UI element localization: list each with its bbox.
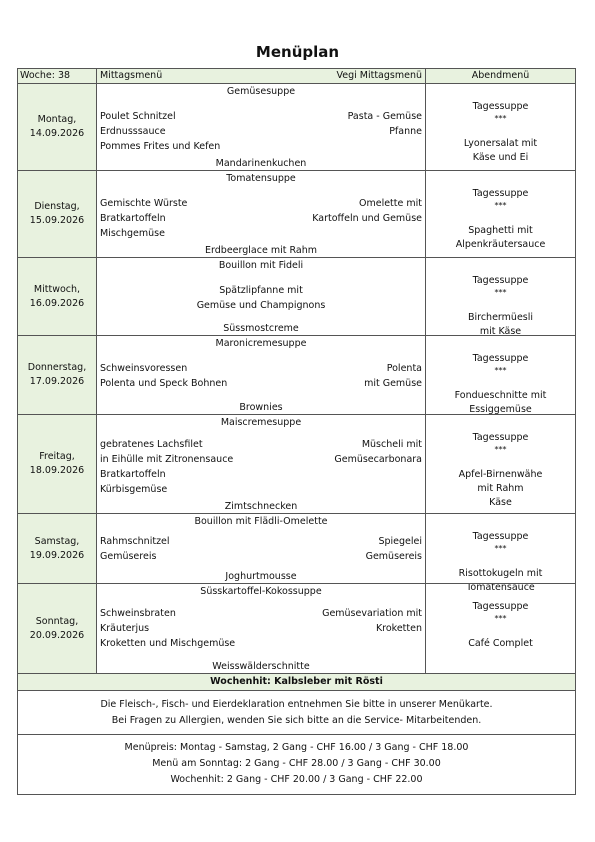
evening-menu [426,260,575,339]
lunch-cell [97,171,426,257]
evening-title: Tagessuppe [472,188,529,199]
combined-dish: Spätzlipfanne mit Gemüse und Champignons [196,285,326,311]
dessert: Zimtschnecken [224,501,298,512]
day-row-friday [17,414,576,514]
day-name: Montag, [37,114,77,125]
day-date: 15.09.2026 [29,215,85,226]
main-dish: Poulet Schnitzel Erdnusssauce Pommes Frites und Kefen [100,111,221,152]
evening-cell [426,514,575,593]
day-cell [18,336,97,414]
day-row-wednesday [17,257,576,336]
evening-dish: Fondueschnitte mit Essiggemüse [454,390,547,415]
evening-menu [426,86,575,165]
lunch-cell [97,514,426,583]
day-cell [18,415,97,513]
day-date: 20.09.2026 [29,629,85,641]
table-header [17,68,576,84]
soup: Bouillon mit Flädli-Omelette [194,516,328,527]
evening-dish: Lyonersalat mit Käse und Ei [463,138,538,163]
day-name: Sonntag, [35,615,79,627]
main-dish: Rahmschnitzel Gemüsereis [100,536,170,562]
dessert: Brownies [239,402,283,413]
vegi-dish: Spiegelei Gemüsereis [365,536,422,562]
day-name: Freitag, [39,451,75,462]
evening-separator: *** [494,201,507,210]
day-date: 16.09.2026 [29,297,85,309]
prices [17,734,576,795]
evening-menu [426,417,575,510]
evening-cell [426,171,575,257]
main-dish: gebratenes Lachsfilet in Eihülle mit Zitronensauce Bratkartoffeln Kürbisgemüse [100,439,234,495]
evening-separator: *** [494,288,507,297]
day-row-sunday [17,583,576,674]
evening-menu [426,586,575,651]
evening-dish: Spaghetti mit Alpenkräutersauce [455,225,546,250]
page-title: Menüplan [255,43,340,61]
day-row-tuesday [17,170,576,258]
note-line: Bei Fragen zu Allergien, wenden Sie sich bitte an die Service- Mitarbeitenden. [111,715,482,726]
day-name: Dienstag, [34,201,80,212]
evening-title: Tagessuppe [472,101,529,112]
day-cell [18,84,97,170]
week-label: Woche: 38 [18,69,97,83]
lunch-cell [97,258,426,335]
main-dish: Schweinsvoressen Polenta und Speck Bohnen [100,363,228,389]
soup: Süsskartoffel-Kokossuppe [200,586,322,597]
main-dish: Gemischte Würste Bratkartoffeln Mischgemüse [100,198,188,239]
evening-dish: Birchermüesli mit Käse [467,312,534,337]
vegi-dish: Omelette mit Kartoffeln und Gemüse [312,198,422,224]
price-line: Menü am Sonntag: 2 Gang - CHF 28.00 / 3 Gang - CHF 30.00 [152,758,441,769]
lunch-header: Mittagsmenü [100,70,163,81]
evening-menu [426,338,575,417]
soup: Maronicremesuppe [215,338,307,349]
note-line: Die Fleisch-, Fisch- und Eierdeklaration entnehmen Sie bitte in unserer Menükarte. [100,699,493,710]
evening-cell [426,415,575,513]
evening-separator: *** [494,614,507,623]
day-name: Mittwoch, [33,283,81,295]
day-date: 14.09.2026 [29,128,85,139]
day-row-thursday [17,335,576,415]
price-line: Wochenhit: 2 Gang - CHF 20.00 / 3 Gang - CHF 22.00 [170,774,423,785]
soup: Tomatensuppe [226,173,296,184]
price-line: Menüpreis: Montag - Samstag, 2 Gang - CHF 16.00 / 3 Gang - CHF 18.00 [124,742,469,753]
evening-title: Tagessuppe [472,432,529,443]
evening-dish: Apfel-Birnenwähe mit Rahm Käse [458,469,543,508]
lunch-cell [97,84,426,170]
vegi-dish: Müscheli mit Gemüsecarbonara [334,439,422,465]
evening-title: Tagessuppe [472,275,529,286]
dessert: Süssmostcreme [223,323,299,334]
evening-cell [426,584,575,673]
day-name: Donnerstag, [27,362,87,373]
evening-cell [426,336,575,414]
day-cell [18,584,97,673]
evening-menu [426,173,575,252]
main-dish: Schweinsbraten Kräuterjus Kroketten und Mischgemüse [100,608,236,649]
evening-header: Abendmenü [426,69,575,83]
evening-cell [426,84,575,170]
weekly-hit: Wochenhit: Kalbsleber mit Rösti [17,673,576,691]
lunch-cell [97,584,426,673]
soup: Bouillon mit Fideli [218,260,304,271]
evening-title: Tagessuppe [472,531,529,542]
evening-title: Tagessuppe [472,353,529,364]
lunch-vegi-header [97,69,426,83]
evening-dish: Café Complet [468,638,533,649]
dessert: Erdbeerglace mit Rahm [205,245,317,256]
vegi-dish: Pasta - Gemüse Pfanne [347,111,422,137]
vegi-dish: Polenta mit Gemüse [364,363,422,389]
lunch-cell [97,336,426,414]
evening-dish: Risottokugeln mit Tomatensauce [458,568,543,593]
day-name: Samstag, [34,535,80,547]
evening-title: Tagessuppe [472,601,529,612]
soup: Gemüsesuppe [226,86,296,97]
day-date: 18.09.2026 [29,465,85,476]
evening-separator: *** [494,445,507,454]
day-date: 17.09.2026 [29,376,85,387]
allergy-notes [17,690,576,735]
lunch-cell [97,415,426,513]
dessert: Mandarinenkuchen [215,158,307,169]
vegi-header: Vegi Mittagsmenü [336,70,422,81]
day-cell [18,258,97,335]
evening-separator: *** [494,114,507,123]
dessert: Joghurtmousse [225,571,297,582]
day-date: 19.09.2026 [29,549,85,561]
vegi-dish: Gemüsevariation mit Kroketten [322,608,422,634]
soup: Maiscremesuppe [220,417,302,428]
day-row-monday [17,83,576,171]
evening-cell [426,258,575,335]
day-cell [18,171,97,257]
day-cell [18,514,97,583]
evening-separator: *** [494,544,507,553]
dessert: Weisswälderschnitte [212,661,310,672]
evening-separator: *** [494,366,507,375]
